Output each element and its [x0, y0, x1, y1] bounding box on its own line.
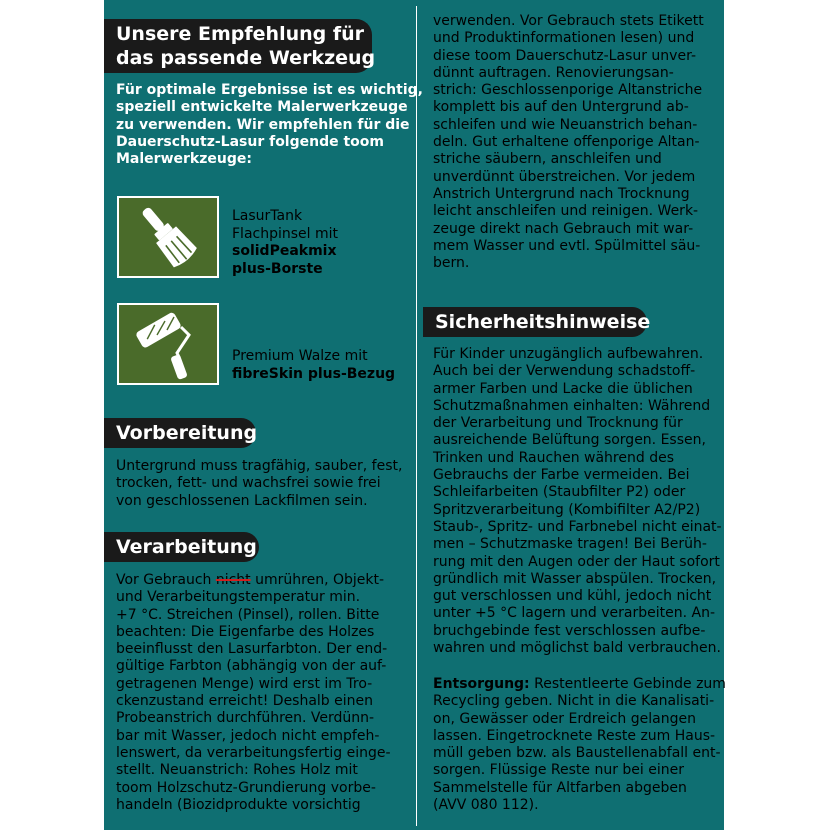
tool-brush-bristle-2: plus-Borste — [232, 260, 323, 277]
processing-first-after: umrühren, Objekt- — [250, 572, 385, 588]
prep-heading: Vorbereitung — [104, 418, 256, 448]
safety-line: Spritzverarbeitung (Kombifilter A2/P2) — [433, 501, 701, 518]
processing-line: lenswert, da verarbeitungsfertig einge- — [116, 744, 391, 761]
processing-line: Probeanstrich durchführen. Verdünn- — [116, 710, 375, 727]
continued-line: leicht anschleifen und reinigen. Werk- — [433, 203, 699, 220]
struck-word: nicht — [215, 572, 251, 588]
tool-brush-type: Flachpinsel mit — [232, 225, 339, 242]
continued-line: verwenden. Vor Gebrauch stets Etikett — [433, 13, 704, 29]
processing-line: +7 °C. Streichen (Pinsel), rollen. Bitte — [116, 606, 380, 623]
disposal-line: on, Gewässer oder Erdreich gelangen — [433, 710, 696, 727]
tool-brush-label — [232, 208, 338, 278]
intro-line: speziell entwickelte Malerwerkzeuge — [116, 99, 408, 116]
processing-heading: Verarbeitung — [104, 532, 259, 562]
tools-heading-line-1: Unsere Empfehlung für — [116, 23, 365, 45]
tool-roller-cover: fibreSkin plus-Bezug — [232, 365, 396, 382]
disposal-line: Sammelstelle für Altfarben abgeben — [433, 779, 687, 796]
processing-line: beachten: Die Eigenfarbe des Holzes — [116, 623, 375, 640]
continued-line: Anstrich Untergrund nach Trocknung — [433, 185, 690, 202]
continued-line: zeuge direkt nach Gebrauch mit war- — [433, 220, 694, 237]
tools-heading — [104, 19, 376, 73]
disposal-line: (AVV 080 112). — [433, 797, 539, 814]
disposal-text — [433, 676, 726, 814]
continued-line: bern. — [433, 255, 470, 272]
processing-continued-text — [433, 13, 704, 272]
tool-brush-name: LasurTank — [232, 208, 303, 224]
intro-line: Dauerschutz-Lasur folgende toom — [116, 133, 384, 150]
safety-heading: Sicherheitshinweise — [423, 307, 647, 337]
processing-line: getragenen Menge) wird erst im Tro- — [116, 675, 373, 692]
continued-line: dünnt auftragen. Renovierungsan- — [433, 64, 674, 81]
safety-line: gut verschlossen und kühl, jedoch nicht — [433, 588, 712, 605]
disposal-line: lassen. Eingetrocknete Reste zum Haus- — [433, 727, 716, 744]
safety-line: Trinken und Rauchen während des — [433, 449, 674, 466]
safety-line: wahren und möglichst bald verbrauchen. — [433, 640, 721, 657]
safety-line: Für Kinder unzugänglich aufbewahren. — [433, 346, 704, 362]
safety-text — [433, 346, 722, 657]
safety-line: Schleifarbeiten (Staubfilter P2) oder — [433, 484, 686, 501]
continued-line: strich: Geschlossenporige Altanstriche — [433, 82, 703, 99]
processing-line: ckenzustand erreicht! Deshalb einen — [116, 693, 374, 710]
continued-line: unverdünnt überstreichen. Vor jedem — [433, 168, 696, 185]
intro-line: Für optimale Ergebnisse ist es wichtig, — [116, 82, 423, 98]
prep-line: Untergrund muss tragfähig, sauber, fest, — [116, 458, 403, 474]
processing-line: handeln (Biozidprodukte vorsichtig — [116, 796, 361, 813]
paintbrush-icon — [119, 198, 217, 276]
safety-line: Staub-, Spritz- und Farbnebel nicht einat- — [433, 518, 722, 535]
safety-line: ausreichende Belüftung sorgen. Essen, — [433, 432, 706, 449]
disposal-first-line — [433, 676, 726, 693]
safety-line: Auch bei der Verwendung schadstoff- — [433, 363, 696, 380]
safety-line: bruchgebinde fest verschlossen aufbe- — [433, 622, 706, 639]
safety-line: unter +5 °C lagern und verarbeiten. An- — [433, 605, 716, 622]
prep-text — [116, 458, 402, 510]
processing-line: gültige Farbton (abhängig von der auf- — [116, 658, 387, 675]
safety-line: Schutzmaßnahmen einhalten: Während — [433, 397, 711, 414]
disposal-line: Recycling geben. Nicht in die Kanalisati- — [433, 693, 715, 710]
continued-line: diese toom Dauerschutz-Lasur unver- — [433, 47, 696, 64]
continued-line: schleifen und wie Neuanstrich behan- — [433, 116, 698, 133]
disposal-first-rest: Restentleerte Gebinde zum — [529, 676, 726, 692]
continued-line: striche säubern, anschleifen und — [433, 151, 662, 168]
processing-text — [116, 572, 391, 814]
tools-intro — [116, 82, 423, 168]
continued-line: und Produktinformationen lesen) und — [433, 30, 695, 47]
continued-line: mem Wasser und evtl. Spülmittel säu- — [433, 237, 701, 254]
processing-first-line — [116, 572, 391, 589]
continued-line: deln. Gut erhaltene offenporige Altan- — [433, 134, 700, 151]
intro-line: Malerwerkzeuge: — [116, 151, 252, 168]
continued-line: komplett bis auf den Untergrund ab- — [433, 99, 689, 116]
safety-line: armer Farben und Lacke die üblichen — [433, 380, 693, 397]
disposal-label: Entsorgung: — [433, 676, 530, 692]
processing-line: und Verarbeitungstemperatur min. — [116, 589, 361, 606]
tool-brush-bristle: solidPeakmix — [232, 243, 337, 259]
safety-line: gründlich mit Wasser abspülen. Trocken, — [433, 570, 717, 587]
processing-line: stellt. Neuanstrich: Rohes Holz mit — [116, 762, 358, 779]
processing-line: beeinflusst den Lasurfarbton. Der end- — [116, 641, 388, 658]
tools-heading-line-2: das passende Werkzeug — [116, 47, 376, 69]
tool-roller-name: Premium Walze mit — [232, 348, 368, 364]
processing-line: toom Holzschutz-Grundierung vorbe- — [116, 779, 376, 796]
paint-roller-icon — [119, 305, 217, 383]
tool-roller-label — [232, 348, 395, 383]
tool-brush-tile — [117, 196, 219, 278]
prep-line: von geschlossenen Lackfilmen sein. — [116, 492, 368, 509]
safety-line: der Verarbeitung und Trocknung für — [433, 415, 683, 432]
prep-line: trocken, fett- und wachsfrei sowie frei — [116, 475, 381, 492]
safety-line: rung mit den Augen oder der Haut sofort — [433, 553, 720, 570]
disposal-line: sorgen. Flüssige Reste nur bei einer — [433, 762, 684, 779]
safety-line: Gebrauchs der Farbe vermeiden. Bei — [433, 467, 690, 484]
processing-first-before: Vor Gebrauch — [116, 572, 216, 588]
intro-line: zu verwenden. Wir empfehlen für die — [116, 116, 410, 133]
tool-roller-tile — [117, 303, 219, 385]
disposal-line: müll geben bzw. als Baustellenabfall ent- — [433, 745, 721, 762]
processing-line: bar mit Wasser, jedoch nicht empfeh- — [116, 727, 380, 744]
safety-line: men – Schutzmaske tragen! Bei Berüh- — [433, 536, 707, 553]
